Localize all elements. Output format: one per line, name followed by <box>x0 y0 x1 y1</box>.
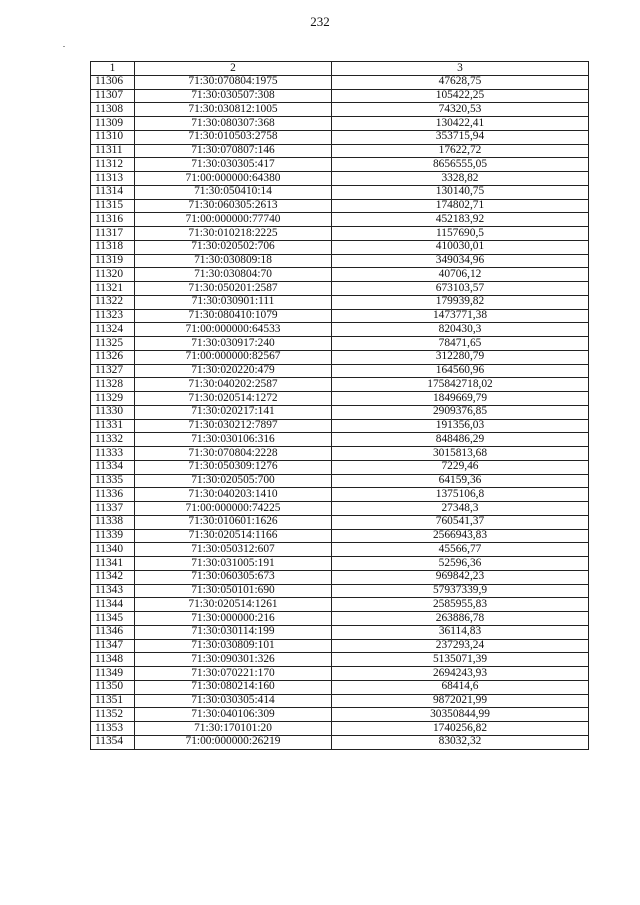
table-row <box>91 268 589 282</box>
value-cell: 3015813,68 <box>332 447 589 461</box>
value-cell: 263886,78 <box>332 612 589 626</box>
table-row <box>91 447 589 461</box>
table-row <box>91 240 589 254</box>
table-header-row <box>91 62 589 76</box>
value-cell: 45566,77 <box>332 543 589 557</box>
cadastral-number-cell: 71:30:030114:199 <box>135 625 332 639</box>
cadastral-number-cell: 71:30:020514:1261 <box>135 598 332 612</box>
row-number-cell: 11320 <box>91 268 135 282</box>
table-row <box>91 75 589 89</box>
value-cell: 78471,65 <box>332 337 589 351</box>
table-row <box>91 557 589 571</box>
table-row <box>91 144 589 158</box>
table-row <box>91 667 589 681</box>
row-number-cell: 11306 <box>91 75 135 89</box>
row-number-cell: 11309 <box>91 117 135 131</box>
cadastral-number-cell: 71:30:070807:146 <box>135 144 332 158</box>
value-cell: 673103,57 <box>332 282 589 296</box>
table-row <box>91 378 589 392</box>
value-cell: 969842,23 <box>332 570 589 584</box>
cadastral-number-cell: 71:30:040106:309 <box>135 708 332 722</box>
row-number-cell: 11344 <box>91 598 135 612</box>
table-row <box>91 392 589 406</box>
cadastral-number-cell: 71:30:020217:141 <box>135 405 332 419</box>
value-cell: 7229,46 <box>332 460 589 474</box>
row-number-cell: 11316 <box>91 213 135 227</box>
table-row <box>91 350 589 364</box>
row-number-cell: 11317 <box>91 227 135 241</box>
value-cell: 57937339,9 <box>332 584 589 598</box>
table-row <box>91 529 589 543</box>
cadastral-number-cell: 71:30:030809:101 <box>135 639 332 653</box>
cadastral-value-table <box>90 61 589 750</box>
table-row <box>91 405 589 419</box>
value-cell: 105422,25 <box>332 89 589 103</box>
row-number-cell: 11351 <box>91 694 135 708</box>
cadastral-number-cell: 71:30:010218:2225 <box>135 227 332 241</box>
table-row <box>91 722 589 736</box>
value-cell: 1473771,38 <box>332 309 589 323</box>
table-row <box>91 433 589 447</box>
table-row <box>91 460 589 474</box>
table-row <box>91 323 589 337</box>
table-row <box>91 653 589 667</box>
cadastral-number-cell: 71:30:030901:111 <box>135 295 332 309</box>
value-cell: 1375106,8 <box>332 488 589 502</box>
value-cell: 179939,82 <box>332 295 589 309</box>
table-row <box>91 199 589 213</box>
row-number-cell: 11337 <box>91 502 135 516</box>
value-cell: 410030,01 <box>332 240 589 254</box>
table-row <box>91 130 589 144</box>
table-row <box>91 158 589 172</box>
row-number-cell: 11307 <box>91 89 135 103</box>
row-number-cell: 11336 <box>91 488 135 502</box>
row-number-cell: 11318 <box>91 240 135 254</box>
cadastral-number-cell: 71:30:080214:160 <box>135 680 332 694</box>
row-number-cell: 11331 <box>91 419 135 433</box>
cadastral-number-cell: 71:30:010503:2758 <box>135 130 332 144</box>
value-cell: 27348,3 <box>332 502 589 516</box>
cadastral-number-cell: 71:30:050410:14 <box>135 185 332 199</box>
cadastral-number-cell: 71:30:020505:700 <box>135 474 332 488</box>
value-cell: 164560,96 <box>332 364 589 378</box>
row-number-cell: 11345 <box>91 612 135 626</box>
value-cell: 64159,36 <box>332 474 589 488</box>
cadastral-number-cell: 71:00:000000:64380 <box>135 172 332 186</box>
value-cell: 1740256,82 <box>332 722 589 736</box>
value-cell: 52596,36 <box>332 557 589 571</box>
row-number-cell: 11330 <box>91 405 135 419</box>
row-number-cell: 11310 <box>91 130 135 144</box>
row-number-cell: 11343 <box>91 584 135 598</box>
row-number-cell: 11329 <box>91 392 135 406</box>
cadastral-number-cell: 71:30:020502:706 <box>135 240 332 254</box>
table-row <box>91 694 589 708</box>
value-cell: 68414,6 <box>332 680 589 694</box>
value-cell: 2694243,93 <box>332 667 589 681</box>
value-cell: 47628,75 <box>332 75 589 89</box>
table-row <box>91 364 589 378</box>
page-number: 232 <box>310 14 330 29</box>
cadastral-number-cell: 71:30:030812:1005 <box>135 103 332 117</box>
table-row <box>91 680 589 694</box>
row-number-cell: 11332 <box>91 433 135 447</box>
table-row <box>91 103 589 117</box>
row-number-cell: 11312 <box>91 158 135 172</box>
value-cell: 3328,82 <box>332 172 589 186</box>
value-cell: 820430,3 <box>332 323 589 337</box>
row-number-cell: 11324 <box>91 323 135 337</box>
cadastral-number-cell: 71:00:000000:26219 <box>135 735 332 749</box>
table-row <box>91 172 589 186</box>
cadastral-number-cell: 71:00:000000:82567 <box>135 350 332 364</box>
cadastral-number-cell: 71:30:010601:1626 <box>135 515 332 529</box>
cadastral-number-cell: 71:30:080410:1079 <box>135 309 332 323</box>
cadastral-number-cell: 71:30:070804:1975 <box>135 75 332 89</box>
row-number-cell: 11322 <box>91 295 135 309</box>
cadastral-number-cell: 71:30:050309:1276 <box>135 460 332 474</box>
table-row <box>91 419 589 433</box>
table-row <box>91 254 589 268</box>
row-number-cell: 11346 <box>91 625 135 639</box>
table-row <box>91 639 589 653</box>
row-number-cell: 11349 <box>91 667 135 681</box>
cadastral-number-cell: 71:30:020514:1166 <box>135 529 332 543</box>
cadastral-number-cell: 71:30:020220:479 <box>135 364 332 378</box>
cadastral-number-cell: 71:00:000000:77740 <box>135 213 332 227</box>
value-cell: 130140,75 <box>332 185 589 199</box>
cadastral-number-cell: 71:30:070221:170 <box>135 667 332 681</box>
row-number-cell: 11341 <box>91 557 135 571</box>
cadastral-number-cell: 71:30:000000:216 <box>135 612 332 626</box>
cadastral-number-cell: 71:30:050312:607 <box>135 543 332 557</box>
row-number-cell: 11311 <box>91 144 135 158</box>
table-row <box>91 625 589 639</box>
scan-speck <box>63 46 65 47</box>
row-number-cell: 11348 <box>91 653 135 667</box>
cadastral-number-cell: 71:00:000000:64533 <box>135 323 332 337</box>
value-cell: 2566943,83 <box>332 529 589 543</box>
table-row <box>91 295 589 309</box>
table-row <box>91 598 589 612</box>
row-number-cell: 11353 <box>91 722 135 736</box>
cadastral-number-cell: 71:30:070804:2228 <box>135 447 332 461</box>
cadastral-number-cell: 71:30:080307:368 <box>135 117 332 131</box>
cadastral-number-cell: 71:30:090301:326 <box>135 653 332 667</box>
row-number-cell: 11335 <box>91 474 135 488</box>
value-cell: 5135071,39 <box>332 653 589 667</box>
value-cell: 760541,37 <box>332 515 589 529</box>
table-row <box>91 337 589 351</box>
cadastral-number-cell: 71:30:030305:414 <box>135 694 332 708</box>
value-cell: 2909376,85 <box>332 405 589 419</box>
column-header-cadastral-number: 2 <box>135 62 332 76</box>
table-row <box>91 227 589 241</box>
cadastral-number-cell: 71:30:060305:2613 <box>135 199 332 213</box>
cadastral-number-cell: 71:30:030507:308 <box>135 89 332 103</box>
table-row <box>91 213 589 227</box>
value-cell: 1849669,79 <box>332 392 589 406</box>
value-cell: 8656555,05 <box>332 158 589 172</box>
value-cell: 349034,96 <box>332 254 589 268</box>
cadastral-number-cell: 71:30:020514:1272 <box>135 392 332 406</box>
value-cell: 353715,94 <box>332 130 589 144</box>
cadastral-number-cell: 71:30:030106:316 <box>135 433 332 447</box>
row-number-cell: 11327 <box>91 364 135 378</box>
value-cell: 848486,29 <box>332 433 589 447</box>
row-number-cell: 11325 <box>91 337 135 351</box>
table-row <box>91 309 589 323</box>
value-cell: 17622,72 <box>332 144 589 158</box>
cadastral-number-cell: 71:30:060305:673 <box>135 570 332 584</box>
table-row <box>91 117 589 131</box>
cadastral-number-cell: 71:30:031005:191 <box>135 557 332 571</box>
row-number-cell: 11354 <box>91 735 135 749</box>
row-number-cell: 11339 <box>91 529 135 543</box>
row-number-cell: 11313 <box>91 172 135 186</box>
cadastral-number-cell: 71:30:030305:417 <box>135 158 332 172</box>
cadastral-number-cell: 71:30:030212:7897 <box>135 419 332 433</box>
row-number-cell: 11326 <box>91 350 135 364</box>
value-cell: 83032,32 <box>332 735 589 749</box>
row-number-cell: 11321 <box>91 282 135 296</box>
table-row <box>91 185 589 199</box>
table-row <box>91 735 589 749</box>
row-number-cell: 11338 <box>91 515 135 529</box>
value-cell: 74320,53 <box>332 103 589 117</box>
value-cell: 175842718,02 <box>332 378 589 392</box>
value-cell: 452183,92 <box>332 213 589 227</box>
table-row <box>91 708 589 722</box>
value-cell: 9872021,99 <box>332 694 589 708</box>
table-row <box>91 282 589 296</box>
cadastral-number-cell: 71:30:050201:2587 <box>135 282 332 296</box>
row-number-cell: 11350 <box>91 680 135 694</box>
cadastral-number-cell: 71:30:050101:690 <box>135 584 332 598</box>
row-number-cell: 11334 <box>91 460 135 474</box>
table-row <box>91 584 589 598</box>
value-cell: 237293,24 <box>332 639 589 653</box>
row-number-cell: 11315 <box>91 199 135 213</box>
value-cell: 30350844,99 <box>332 708 589 722</box>
table-row <box>91 570 589 584</box>
row-number-cell: 11333 <box>91 447 135 461</box>
table-row <box>91 502 589 516</box>
cadastral-number-cell: 71:30:030804:70 <box>135 268 332 282</box>
value-cell: 312280,79 <box>332 350 589 364</box>
table-row <box>91 488 589 502</box>
row-number-cell: 11308 <box>91 103 135 117</box>
value-cell: 1157690,5 <box>332 227 589 241</box>
row-number-cell: 11342 <box>91 570 135 584</box>
table-row <box>91 515 589 529</box>
row-number-cell: 11319 <box>91 254 135 268</box>
column-header-index: 1 <box>91 62 135 76</box>
table-row <box>91 89 589 103</box>
value-cell: 191356,03 <box>332 419 589 433</box>
cadastral-number-cell: 71:30:170101:20 <box>135 722 332 736</box>
table-row <box>91 612 589 626</box>
column-header-value: 3 <box>332 62 589 76</box>
row-number-cell: 11323 <box>91 309 135 323</box>
value-cell: 2585955,83 <box>332 598 589 612</box>
value-cell: 130422,41 <box>332 117 589 131</box>
table-row <box>91 474 589 488</box>
row-number-cell: 11340 <box>91 543 135 557</box>
cadastral-number-cell: 71:30:040203:1410 <box>135 488 332 502</box>
row-number-cell: 11314 <box>91 185 135 199</box>
value-cell: 174802,71 <box>332 199 589 213</box>
row-number-cell: 11328 <box>91 378 135 392</box>
cadastral-number-cell: 71:30:030917:240 <box>135 337 332 351</box>
row-number-cell: 11352 <box>91 708 135 722</box>
cadastral-number-cell: 71:30:030809:18 <box>135 254 332 268</box>
cadastral-number-cell: 71:00:000000:74225 <box>135 502 332 516</box>
cadastral-number-cell: 71:30:040202:2587 <box>135 378 332 392</box>
value-cell: 36114,83 <box>332 625 589 639</box>
value-cell: 40706,12 <box>332 268 589 282</box>
table-row <box>91 543 589 557</box>
row-number-cell: 11347 <box>91 639 135 653</box>
